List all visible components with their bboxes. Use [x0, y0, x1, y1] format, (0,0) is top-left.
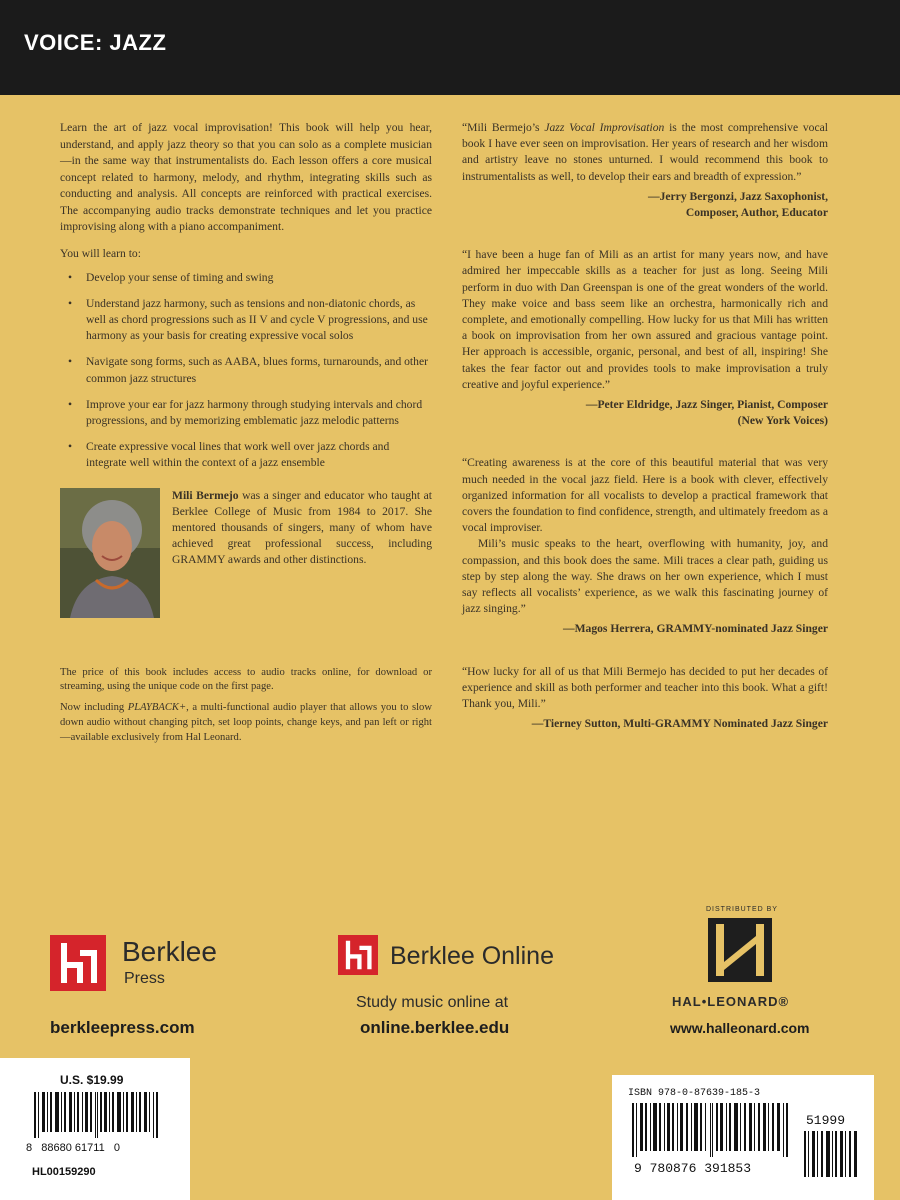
- isbn-barcode-icon: [632, 1103, 796, 1157]
- retail-price: U.S. $19.99: [60, 1073, 124, 1087]
- playback-name: PLAYBACK+: [127, 702, 187, 714]
- hal-leonard-logo-icon: [708, 918, 772, 982]
- list-item: • Create expressive vocal lines that work well over jazz chords and integrate well within the context of a jazz ensemble: [68, 440, 390, 470]
- berklee-press-url[interactable]: berkleepress.com: [50, 1018, 195, 1037]
- price-code-barcode-icon: [804, 1131, 860, 1177]
- right-column: [462, 120, 828, 759]
- berklee-online-tagline: Study music online at: [356, 994, 509, 1011]
- berklee-online-url[interactable]: online.berklee.edu: [360, 1018, 510, 1037]
- quote-bergonzi: “Mili Bermejo’s Jazz Vocal Improvisation is the most comprehensive vocal book I have ever seen on improvisation. Her years of research and her wisdom and artistry leave no stones unturned. I would recommend this book to instrumentalists as well, to develop their ears and breadth of expression.” —Jerry Bergonzi, Jazz Saxophonist, Composer, Author, Educator: [462, 120, 828, 221]
- learn-heading: You will learn to:: [60, 246, 141, 260]
- list-item: • Improve your ear for jazz harmony through studying intervals and chord progressions, and by memorizing emblematic jazz melodic patterns: [68, 397, 423, 427]
- berklee-press-logo-icon: [50, 935, 106, 991]
- quote-eldridge: “I have been a huge fan of Mili as an artist for many years now, and have admired her impeccable skills as a teacher for just as long. Seeing Mili perform in duo with Dan Greenspan is one of the great wonders of the world. They make voice and bass seem like an orchestra, harmonically rich and complete, and emotionally compelling. How lucky for us that Mili has written a book on improvisation from her own assured and gracious vantage point. Her approach is accessible, organic, personal, and best of all, inspiring! She takes the fear factor out and provides tools to make improvisation a truly creative and joyful experience.” —Peter Eldridge, Jazz Singer, Pianist, Composer (New York Voices): [462, 247, 828, 429]
- isbn-barcode-box: [612, 1075, 874, 1200]
- bullet-icon: •: [68, 270, 73, 284]
- quote-herrera: “Creating awareness is at the core of this beautiful material that was very much needed in the vocal jazz field. Here is a book with clever, effectively organized information for all vocalists to develop a practical framework that covers the foundation to find confidence, strength, and ultimately freedom as a vocal improviser. Mili’s music speaks to the heart, overflowing with humanity, joy, and compassion, and this book does the same. Mili traces a clear path, guiding us step by step along the way. She draws on her own experience, which I must say reflects all vocalists’ experience, as we walk this fascinating journey of jazz singing.” —Magos Herrera, GRAMMY-nominated Jazz Singer: [462, 455, 828, 637]
- list-item: • Develop your sense of timing and swing: [60, 270, 432, 286]
- author-bio-text: was a singer and educator who taught at Berklee College of Music from 1984 to 2017. She mentored thousands of singers, many of whom have achieved great professional success, including GRAMMY awards and other distinctions.: [172, 488, 432, 567]
- intro-paragraph: Learn the art of jazz vocal improvisation! This book will help you hear, understand, and apply jazz theory so that you can solo as a complete musician—in the same way that instrumentalists do. Each lesson offers a core musical concept related to harmony, melody, and rhythm, integrating skills such as conducting and analysis. All concepts are reinforced with practical exercises. The accompanying audio tracks demonstrate techniques and let you practice improvising along with a piano accompaniment.: [60, 121, 432, 233]
- book-title: Jazz Vocal Improvisation: [544, 121, 665, 134]
- list-item: • Navigate song forms, such as AABA, blues forms, turnarounds, and other common jazz structures: [68, 355, 428, 385]
- bullet-icon: •: [68, 296, 73, 310]
- upc-number: 8 88680 61711 0: [26, 1142, 120, 1154]
- author-bio: [60, 488, 432, 622]
- playback-note: Now including PLAYBACK+, a multi-functional audio player that allows you to slow down audio without changing pitch, set loop points, change keys, and pan left or right—available exclusively from Hal Leonard.: [60, 702, 432, 743]
- left-column: [60, 120, 432, 746]
- isbn-number: ISBN 978-0-87639-185-3: [628, 1088, 761, 1099]
- publisher-logos: [0, 906, 900, 1060]
- hal-leonard-name: HAL•LEONARD®: [672, 994, 790, 1009]
- quote-attribution: —Tierney Sutton, Multi-GRAMMY Nominated Jazz Singer: [531, 717, 828, 731]
- quote-sutton: “How lucky for all of us that Mili Bermejo has decided to put her decades of experience and skill as both performer and teacher into this book. What a gift! Thank you, Mili.” —Tierney Sutton, Multi-GRAMMY Nominated Jazz Singer: [462, 664, 828, 733]
- quote-attribution: —Jerry Bergonzi, Jazz Saxophonist, Composer, Author, Educator: [647, 189, 828, 220]
- item-code: HL00159290: [32, 1166, 96, 1178]
- author-photo: [60, 488, 160, 618]
- price-barcode-box: [0, 1058, 190, 1200]
- berklee-press-sub: Press: [124, 970, 165, 987]
- bullet-icon: •: [68, 355, 73, 369]
- hal-leonard-url[interactable]: www.halleonard.com: [670, 1020, 810, 1036]
- bullet-icon: •: [68, 440, 73, 454]
- audio-notes: [60, 666, 432, 746]
- author-name: Mili Bermejo: [172, 488, 239, 502]
- price-code: 51999: [806, 1113, 846, 1128]
- quote-attribution: —Magos Herrera, GRAMMY-nominated Jazz Singer: [563, 622, 828, 636]
- category-label: VOICE: JAZZ: [24, 30, 167, 55]
- berklee-online-name: Berklee Online: [390, 942, 554, 970]
- distributed-by-label: DISTRIBUTED BY: [706, 906, 778, 913]
- ean-number: 9 780876 391853: [634, 1161, 752, 1176]
- quote-attribution: —Peter Eldridge, Jazz Singer, Pianist, Composer (New York Voices): [585, 398, 828, 428]
- list-item: • Understand jazz harmony, such as tensions and non-diatonic chords, as well as chord progressions such as II V and cycle V progressions, and use harmony as your basis for creating expressive vocal solos: [68, 296, 428, 343]
- berklee-online-logo-icon: [338, 935, 378, 975]
- berklee-press-name: Berklee: [122, 936, 217, 967]
- learn-list: [60, 270, 432, 472]
- price-note: The price of this book includes access to audio tracks online, for download or streaming, using the unique code on the first page.: [60, 666, 432, 693]
- upc-barcode-icon: [34, 1092, 160, 1138]
- top-banner: [0, 0, 900, 95]
- bullet-icon: •: [68, 397, 73, 411]
